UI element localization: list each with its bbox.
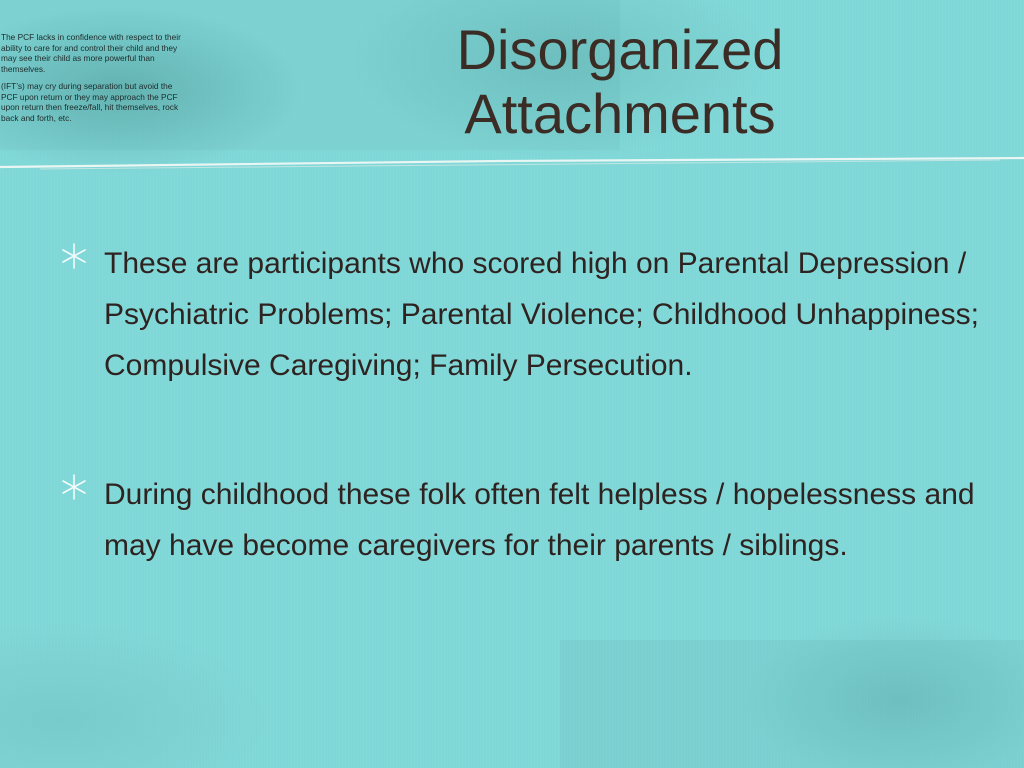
asterisk-icon — [60, 473, 88, 501]
bullet-item — [56, 469, 986, 571]
bullet-item — [56, 238, 986, 391]
speaker-note — [1, 32, 187, 130]
note-paragraph: (IFT’s) may cry during separation but avoid the PCF upon return or they may approach the PCF upon return then freeze/fall, hit themselves, rock back and forth, etc. — [1, 81, 179, 123]
title-line: Attachments — [464, 82, 776, 145]
asterisk-icon — [60, 242, 88, 270]
texture-patch — [560, 640, 1024, 768]
title-divider — [0, 150, 1024, 174]
title-line: Disorganized — [456, 18, 784, 81]
bullet-text: During childhood these folk often felt helpless / hopelessness and may have become caregivers for their parents / siblings. — [104, 478, 975, 562]
bullet-text: These are participants who scored high on Parental Depression / Psychiatric Problems; Parental Violence; Childhood Unhappiness; Compulsive Caregiving; Family Persecution. — [104, 247, 979, 382]
note-paragraph: The PCF lacks in confidence with respect to their ability to care for and control their child and they may see their child as more powerful than themselves. — [1, 32, 181, 74]
bullet-list — [56, 238, 986, 571]
slide-title — [400, 18, 840, 146]
